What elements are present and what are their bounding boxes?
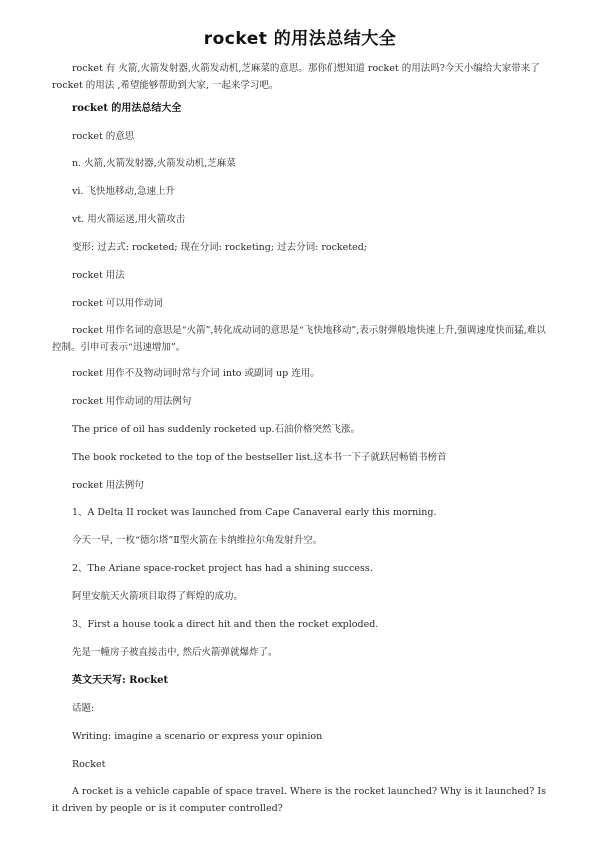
intro-paragraph: rocket 有 火箭,火箭发射器,火箭发动机,芝麻菜的意思。那你们想知道 rocket 的用法吗?今天小编给大家带来了 rocket 的用法 ,希望能够帮助到大家, 一起来学习吧。	[52, 63, 540, 91]
rocket-label: Rocket	[72, 759, 106, 770]
example-3-en: 3、First a house took a direct hit and then the rocket exploded.	[72, 619, 379, 630]
examples-heading: rocket 用法例句	[72, 480, 144, 491]
verb-example-1: The price of oil has suddenly rocketed up.石油价格突然飞涨。	[72, 424, 361, 435]
verb-example-2: The book rocketed to the top of the bestseller list.这本书一下子就跃居畅销书榜首	[72, 452, 447, 463]
writing-prompt: Writing: imagine a scenario or express your opinion	[72, 731, 323, 742]
section-heading-summary: rocket 的用法总结大全	[72, 103, 182, 114]
verb-examples-heading: rocket 用作动词的用法例句	[72, 396, 192, 407]
topic-label: 话题:	[72, 703, 95, 714]
usage-heading: rocket 用法	[72, 270, 125, 281]
example-1-en: 1、A Delta II rocket was launched from Cape Canaveral early this morning.	[72, 507, 437, 518]
page-title: rocket 的用法总结大全	[203, 29, 397, 49]
example-1-zh: 今天一早, 一枚“德尔塔”Ⅱ型火箭在卡纳维拉尔角发射升空。	[72, 535, 323, 546]
meaning-vt: vt. 用火箭运送,用火箭攻击	[72, 214, 186, 225]
meaning-heading: rocket 的意思	[72, 131, 135, 142]
meaning-noun: n. 火箭,火箭发射器,火箭发动机,芝麻菜	[72, 158, 236, 169]
essay-paragraph: A rocket is a vehicle capable of space travel. Where is the rocket launched? Why is it launched? Is it driven by people or is it computer controlled?	[52, 786, 546, 814]
usage-intransitive: rocket 用作不及物动词时常与介词 into 或副词 up 连用。	[72, 368, 320, 379]
example-3-zh: 先是一幢房子被直接击中, 然后火箭弹就爆炸了。	[72, 647, 278, 658]
section-heading-writing: 英文天天写: Rocket	[72, 675, 169, 686]
example-2-zh: 阿里安航天火箭项目取得了辉煌的成功。	[72, 591, 244, 602]
meaning-vi: vi. 飞快地移动,急速上升	[72, 186, 175, 197]
word-forms: 变形: 过去式: rocketed; 现在分词: rocketing; 过去分词: rocketed;	[72, 242, 368, 253]
usage-verb: rocket 可以用作动词	[72, 298, 163, 309]
example-2-en: 2、The Ariane space-rocket project has had a shining success.	[72, 563, 373, 574]
usage-verb-explanation: rocket 用作名词的意思是“火箭”,转化成动词的意思是“飞快地移动”,表示射弹般地快速上升,强调速度快而猛,难以控制。引申可表示“迅速增加”。	[52, 325, 546, 353]
